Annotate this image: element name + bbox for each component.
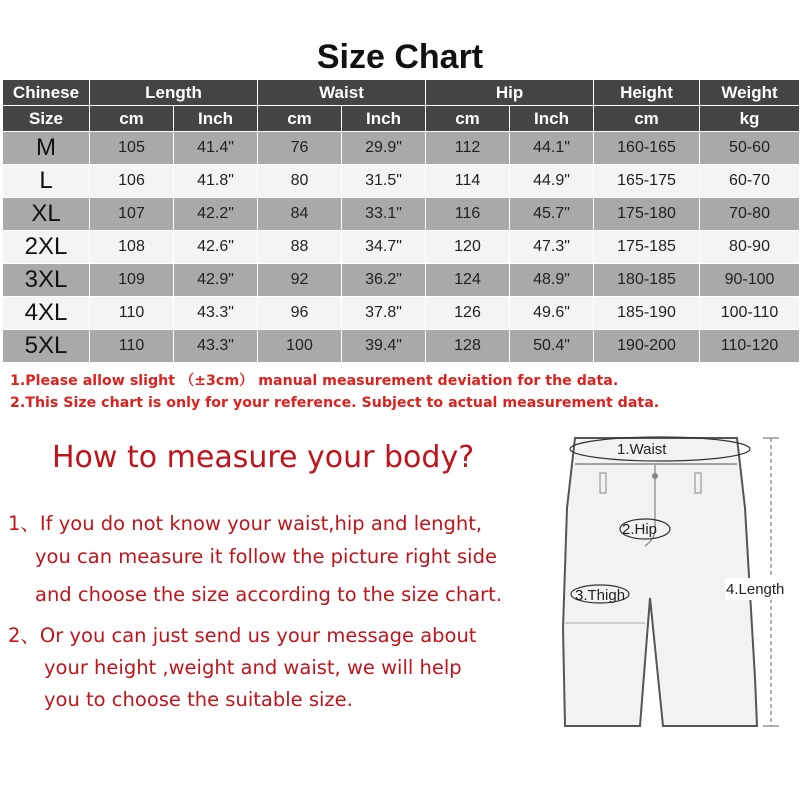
measurement-cell: 44.1" bbox=[510, 132, 594, 165]
instruction-line: 2、Or you can just send us your message about bbox=[8, 624, 477, 647]
subheader-hip-inch: Inch bbox=[510, 106, 594, 132]
measurement-cell: 126 bbox=[426, 297, 510, 330]
measurement-cell: 36.2" bbox=[342, 264, 426, 297]
measurement-cell: 116 bbox=[426, 198, 510, 231]
measurement-cell: 39.4" bbox=[342, 330, 426, 363]
measurement-cell: 49.6" bbox=[510, 297, 594, 330]
notes bbox=[10, 370, 659, 414]
measurement-cell: 45.7" bbox=[510, 198, 594, 231]
measurement-cell: 190-200 bbox=[594, 330, 700, 363]
size-row bbox=[3, 231, 800, 264]
length-label: 4.Length bbox=[726, 581, 785, 598]
subheader-length-inch: Inch bbox=[174, 106, 258, 132]
measurement-cell: 180-185 bbox=[594, 264, 700, 297]
measurement-cell: 96 bbox=[258, 297, 342, 330]
measurement-cell: 114 bbox=[426, 165, 510, 198]
subheader-hip-cm: cm bbox=[426, 106, 510, 132]
hip-label: 2.Hip bbox=[622, 521, 658, 538]
size-row bbox=[3, 132, 800, 165]
measurement-cell: 84 bbox=[258, 198, 342, 231]
instruction-line: and choose the size according to the size chart. bbox=[35, 583, 502, 606]
measurement-cell: 112 bbox=[426, 132, 510, 165]
size-cell: 5XL bbox=[3, 330, 90, 363]
measurement-cell: 37.8" bbox=[342, 297, 426, 330]
measurement-cell: 120 bbox=[426, 231, 510, 264]
measurement-cell: 80-90 bbox=[700, 231, 800, 264]
measurement-cell: 175-185 bbox=[594, 231, 700, 264]
measurement-cell: 185-190 bbox=[594, 297, 700, 330]
thigh-label: 3.Thigh bbox=[575, 587, 626, 604]
size-cell: 3XL bbox=[3, 264, 90, 297]
subheader-size: Size bbox=[3, 106, 90, 132]
subheader-row bbox=[3, 106, 800, 132]
header-hip: Hip bbox=[426, 80, 594, 106]
pants-measure-diagram bbox=[545, 428, 799, 738]
size-cell: L bbox=[3, 165, 90, 198]
header-waist: Waist bbox=[258, 80, 426, 106]
note-reference: 2.This Size chart is only for your reference. Subject to actual measurement data. bbox=[10, 395, 660, 411]
measurement-cell: 175-180 bbox=[594, 198, 700, 231]
size-row bbox=[3, 297, 800, 330]
instruction-line: you to choose the suitable size. bbox=[44, 688, 353, 711]
size-cell: 4XL bbox=[3, 297, 90, 330]
measurement-cell: 47.3" bbox=[510, 231, 594, 264]
measurement-cell: 60-70 bbox=[700, 165, 800, 198]
measurement-cell: 110 bbox=[90, 330, 174, 363]
header-chinese: Chinese bbox=[3, 80, 90, 106]
measurement-cell: 100-110 bbox=[700, 297, 800, 330]
header-length: Length bbox=[90, 80, 258, 106]
measurement-cell: 50.4" bbox=[510, 330, 594, 363]
measurement-cell: 50-60 bbox=[700, 132, 800, 165]
measurement-cell: 90-100 bbox=[700, 264, 800, 297]
measurement-cell: 100 bbox=[258, 330, 342, 363]
note-deviation: 1.Please allow slight （±3cm） manual measurement deviation for the data. bbox=[10, 373, 619, 389]
subheader-length-cm: cm bbox=[90, 106, 174, 132]
instruction-line: 1、If you do not know your waist,hip and lenght, bbox=[8, 512, 483, 535]
measurement-cell: 109 bbox=[90, 264, 174, 297]
measure-title: How to measure your body? bbox=[52, 440, 475, 475]
measurement-cell: 106 bbox=[90, 165, 174, 198]
waist-label: 1.Waist bbox=[617, 441, 667, 458]
measurement-cell: 165-175 bbox=[594, 165, 700, 198]
size-row bbox=[3, 198, 800, 231]
size-chart-table bbox=[2, 79, 800, 363]
measurement-cell: 34.7" bbox=[342, 231, 426, 264]
header-height: Height bbox=[594, 80, 700, 106]
instruction-line: you can measure it follow the picture right side bbox=[35, 545, 497, 568]
measurement-cell: 124 bbox=[426, 264, 510, 297]
measurement-cell: 88 bbox=[258, 231, 342, 264]
measurement-cell: 43.3" bbox=[174, 330, 258, 363]
measurement-cell: 76 bbox=[258, 132, 342, 165]
measurement-cell: 41.8" bbox=[174, 165, 258, 198]
size-cell: XL bbox=[3, 198, 90, 231]
measurement-cell: 42.9" bbox=[174, 264, 258, 297]
measurement-cell: 43.3" bbox=[174, 297, 258, 330]
measurement-cell: 108 bbox=[90, 231, 174, 264]
size-row bbox=[3, 165, 800, 198]
size-row bbox=[3, 330, 800, 363]
page-title: Size Chart bbox=[316, 38, 484, 76]
size-cell: 2XL bbox=[3, 231, 90, 264]
size-row bbox=[3, 264, 800, 297]
measurement-cell: 42.2" bbox=[174, 198, 258, 231]
measurement-cell: 48.9" bbox=[510, 264, 594, 297]
subheader-weight-kg: kg bbox=[700, 106, 800, 132]
measurement-cell: 41.4" bbox=[174, 132, 258, 165]
size-rows bbox=[3, 132, 800, 363]
measurement-cell: 128 bbox=[426, 330, 510, 363]
subheader-waist-inch: Inch bbox=[342, 106, 426, 132]
measurement-cell: 70-80 bbox=[700, 198, 800, 231]
measurement-cell: 92 bbox=[258, 264, 342, 297]
measurement-cell: 160-165 bbox=[594, 132, 700, 165]
measurement-cell: 29.9" bbox=[342, 132, 426, 165]
size-cell: M bbox=[3, 132, 90, 165]
measurement-cell: 33.1" bbox=[342, 198, 426, 231]
measurement-cell: 31.5" bbox=[342, 165, 426, 198]
subheader-height-cm: cm bbox=[594, 106, 700, 132]
measurement-cell: 107 bbox=[90, 198, 174, 231]
instruction-line: your height ,weight and waist, we will help bbox=[44, 656, 462, 679]
measurement-cell: 110 bbox=[90, 297, 174, 330]
measurement-cell: 42.6" bbox=[174, 231, 258, 264]
header-group-row bbox=[3, 80, 800, 106]
header-weight: Weight bbox=[700, 80, 800, 106]
measurement-cell: 110-120 bbox=[700, 330, 800, 363]
button-icon bbox=[652, 473, 658, 479]
measurement-cell: 105 bbox=[90, 132, 174, 165]
subheader-waist-cm: cm bbox=[258, 106, 342, 132]
measurement-cell: 44.9" bbox=[510, 165, 594, 198]
measurement-cell: 80 bbox=[258, 165, 342, 198]
